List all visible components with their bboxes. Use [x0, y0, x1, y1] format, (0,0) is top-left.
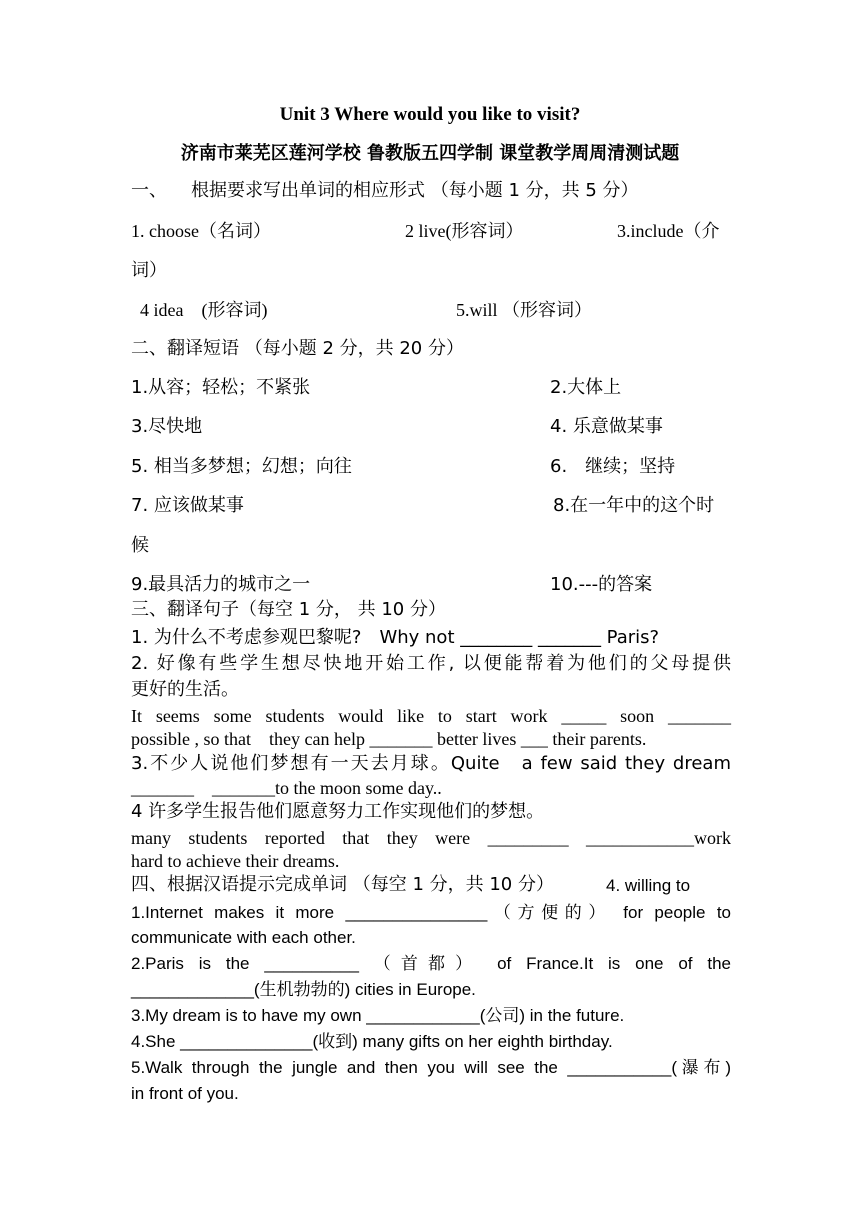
section3-line: hard to achieve their dreams. [131, 851, 340, 871]
page-title: Unit 3 Where would you like to visit? [279, 104, 581, 125]
section3-line: _______ _______to the moon some day.. [131, 778, 442, 798]
section2-item-8: 8.在一年中的这个时 [553, 495, 715, 516]
page-subtitle: 济南市莱芜区莲河学校 鲁教版五四学制 课堂教学周周清测试题 [180, 143, 680, 164]
section2-item-2: 2.大体上 [550, 377, 622, 398]
section1-item-2: 2 live(形容词） [405, 221, 524, 241]
section4-line: communicate with each other. [131, 928, 356, 947]
section3-line: 更好的生活。 [131, 679, 239, 700]
section3-line: 3.不少人说他们梦想有一天去月球。Quite a few said they dream [131, 753, 731, 774]
section3-line: It seems some students would like to start work _____ soon _______ [131, 706, 731, 726]
section3-line: many students reported that they were _________ ____________work [131, 828, 731, 848]
section2-item-10: 10.---的答案 [550, 574, 653, 595]
section2-heading: 二、翻译短语 （每小题 2 分，共 20 分） [131, 338, 464, 359]
section3-heading: 三、翻译句子（每空 1 分， 共 10 分） [131, 599, 446, 620]
section2-item-9: 9.最具活力的城市之一 [131, 574, 311, 595]
section1-heading: 根据要求写出单词的相应形式 （每小题 1 分，共 5 分） [191, 180, 639, 201]
section2-item-6: 6. 继续；坚持 [550, 456, 676, 477]
section1-item-4: 4 idea (形容词) [140, 300, 268, 320]
section2-item-7: 7. 应该做某事 [131, 495, 244, 516]
section4-line: 2.Paris is the __________ （首都） of France.It is one of the [131, 954, 731, 973]
section4-line: 4.She ______________(收到) many gifts on her eighth birthday. [131, 1032, 613, 1051]
section3-line: 1. 为什么不考虑参观巴黎呢? Why not ________ _______ Paris? [131, 627, 660, 648]
section1-item-3: 3.include（介 [617, 221, 720, 241]
section1-item-3-cont: 词） [131, 260, 167, 280]
section3-line: possible , so that they can help _______ better lives ___ their parents. [131, 729, 647, 749]
section1-heading-number: 一、 [131, 180, 167, 201]
section4-line: _____________(生机勃勃的) cities in Europe. [131, 980, 476, 999]
section4-line: 1.Internet makes it more _______________（方便的） for people to [131, 903, 731, 922]
section4-line: in front of you. [131, 1084, 239, 1103]
section4-line: 5.Walk through the jungle and then you will see the ___________(瀑布) [131, 1058, 731, 1077]
section2-item-4: 4. 乐意做某事 [550, 416, 663, 437]
section3-line: 4 许多学生报告他们愿意努力工作实现他们的梦想。 [131, 801, 545, 822]
section1-item-5: 5.will （形容词） [456, 300, 593, 320]
section2-item-3: 3.尽快地 [131, 416, 203, 437]
section3-line: 2. 好像有些学生想尽快地开始工作, 以便能帮着为他们的父母提供 [131, 653, 731, 674]
section4-heading: 四、根据汉语提示完成单词 （每空 1 分，共 10 分） [131, 874, 554, 895]
section2-item-5: 5. 相当多梦想；幻想；向往 [131, 456, 352, 477]
section4-line: 3.My dream is to have my own ____________(公司) in the future. [131, 1006, 625, 1025]
section2-item-1: 1.从容；轻松；不紧张 [131, 377, 311, 398]
section4-heading-tail: 4. willing to [606, 876, 691, 895]
section2-item-8-cont: 候 [131, 535, 149, 556]
section1-item-1: 1. choose（名词） [131, 221, 271, 241]
